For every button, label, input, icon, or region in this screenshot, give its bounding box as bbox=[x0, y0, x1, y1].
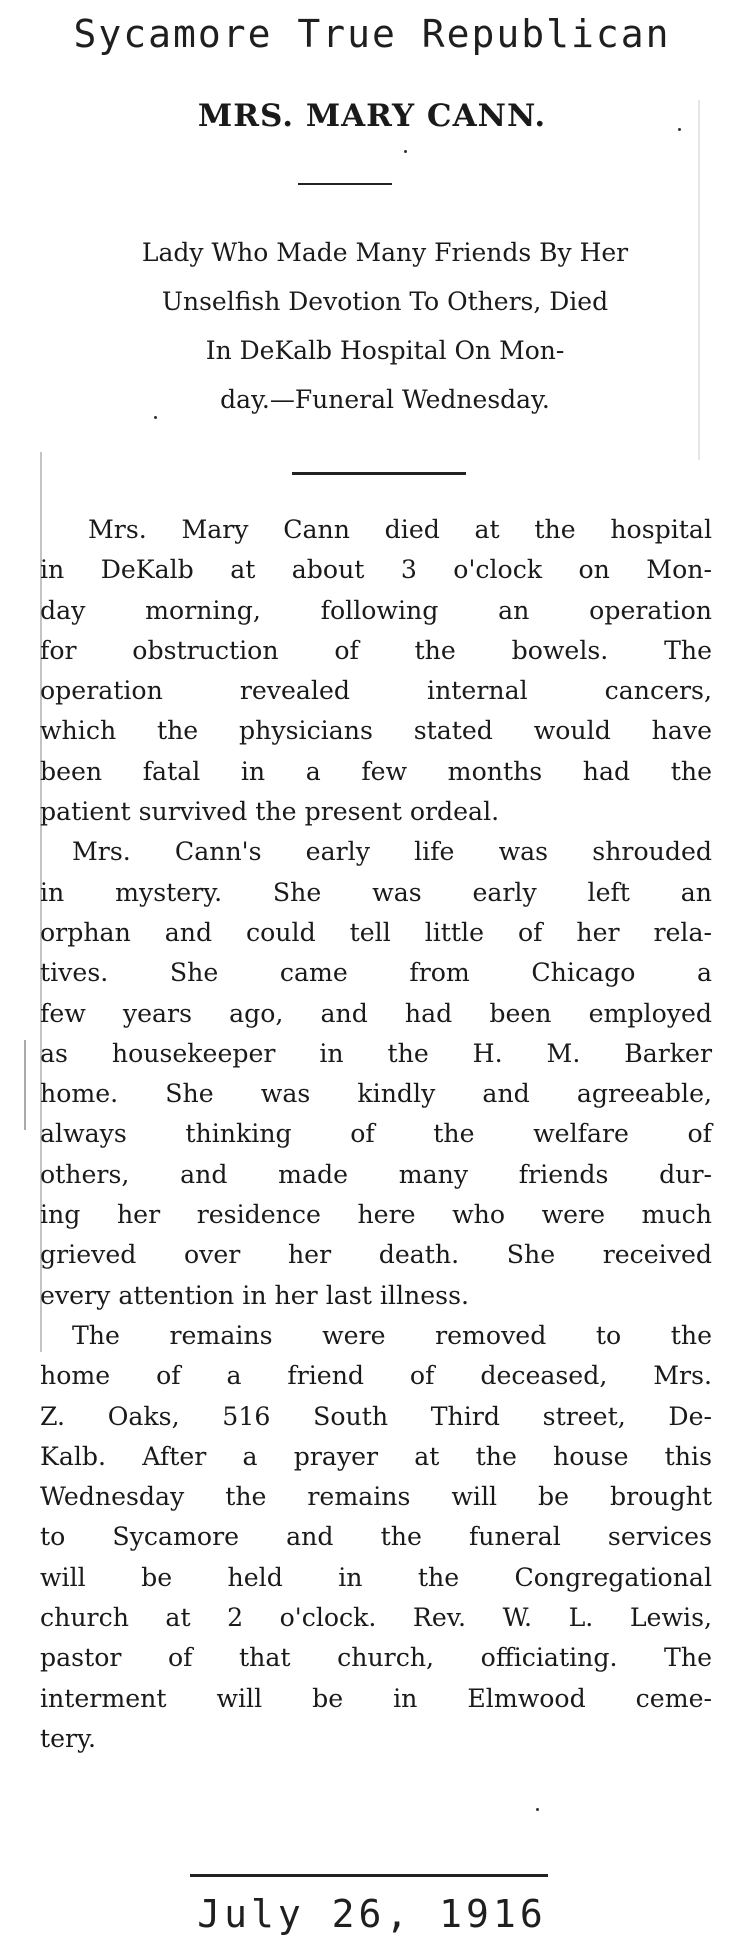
body-line: pastor of that church, officiating. The bbox=[40, 1643, 712, 1673]
print-speck bbox=[678, 128, 681, 131]
end-divider bbox=[190, 1874, 548, 1877]
subhead-divider bbox=[292, 472, 466, 475]
body-line: Wednesday the remains will be brought bbox=[40, 1482, 712, 1512]
body-line: in DeKalb at about 3 o'clock on Mon- bbox=[40, 555, 712, 585]
body-line: ing her residence here who were much bbox=[40, 1200, 712, 1230]
print-speck bbox=[404, 150, 407, 153]
body-line: interment will be in Elmwood ceme- bbox=[40, 1683, 712, 1713]
body-line: Z. Oaks, 516 South Third street, De- bbox=[40, 1401, 712, 1431]
subhead-line: Lady Who Made Many Friends By Her bbox=[141, 238, 629, 267]
body-line: will be held in the Congregational bbox=[40, 1562, 712, 1592]
article-title: MRS. MARY CANN. bbox=[197, 98, 547, 134]
body-line: for obstruction of the bowels. The bbox=[40, 635, 712, 665]
body-line: been fatal in a few months had the bbox=[40, 756, 712, 786]
body-line: few years ago, and had been employed bbox=[40, 998, 712, 1028]
body-line: home of a friend of deceased, Mrs. bbox=[40, 1361, 712, 1391]
newspaper-masthead: Sycamore True Republican bbox=[73, 12, 671, 56]
print-speck bbox=[536, 1808, 539, 1811]
body-line: tery. bbox=[40, 1723, 96, 1753]
body-line: The remains were removed to the bbox=[72, 1320, 712, 1350]
body-line: Mrs. Cann's early life was shrouded bbox=[72, 837, 712, 867]
print-speck bbox=[154, 416, 157, 419]
body-line: day morning, following an operation bbox=[40, 595, 712, 625]
subhead-line: day.—Funeral Wednesday. bbox=[220, 385, 550, 414]
body-line: patient survived the present ordeal. bbox=[40, 797, 500, 827]
subhead-line: In DeKalb Hospital On Mon- bbox=[205, 336, 565, 365]
body-line: orphan and could tell little of her rela- bbox=[40, 917, 712, 947]
article-body bbox=[40, 510, 712, 1759]
clipping-edge-mark bbox=[698, 100, 700, 460]
body-line: which the physicians stated would have bbox=[40, 716, 712, 746]
body-line: every attention in her last illness. bbox=[40, 1280, 470, 1310]
body-line: tives. She came from Chicago a bbox=[40, 958, 712, 988]
body-line: Kalb. After a prayer at the house this bbox=[40, 1441, 712, 1471]
subhead-line: Unselfish Devotion To Others, Died bbox=[161, 287, 609, 316]
body-line: operation revealed internal cancers, bbox=[40, 676, 712, 706]
body-line: in mystery. She was early left an bbox=[40, 877, 712, 907]
body-line: as housekeeper in the H. M. Barker bbox=[40, 1038, 712, 1068]
clipping-edge-mark bbox=[24, 1040, 26, 1130]
body-line: church at 2 o'clock. Rev. W. L. Lewis, bbox=[40, 1603, 712, 1633]
body-line: to Sycamore and the funeral services bbox=[40, 1522, 712, 1552]
body-line: others, and made many friends dur- bbox=[40, 1159, 712, 1189]
body-line: home. She was kindly and agreeable, bbox=[40, 1079, 712, 1109]
body-line: Mrs. Mary Cann died at the hospital bbox=[88, 515, 712, 544]
article-subhead bbox=[40, 228, 730, 424]
body-line: grieved over her death. She received bbox=[40, 1240, 712, 1270]
publication-date: July 26, 1916 bbox=[197, 1892, 547, 1936]
title-divider bbox=[298, 183, 392, 185]
body-line: always thinking of the welfare of bbox=[40, 1119, 712, 1149]
clipping-edge-mark bbox=[40, 452, 42, 1352]
